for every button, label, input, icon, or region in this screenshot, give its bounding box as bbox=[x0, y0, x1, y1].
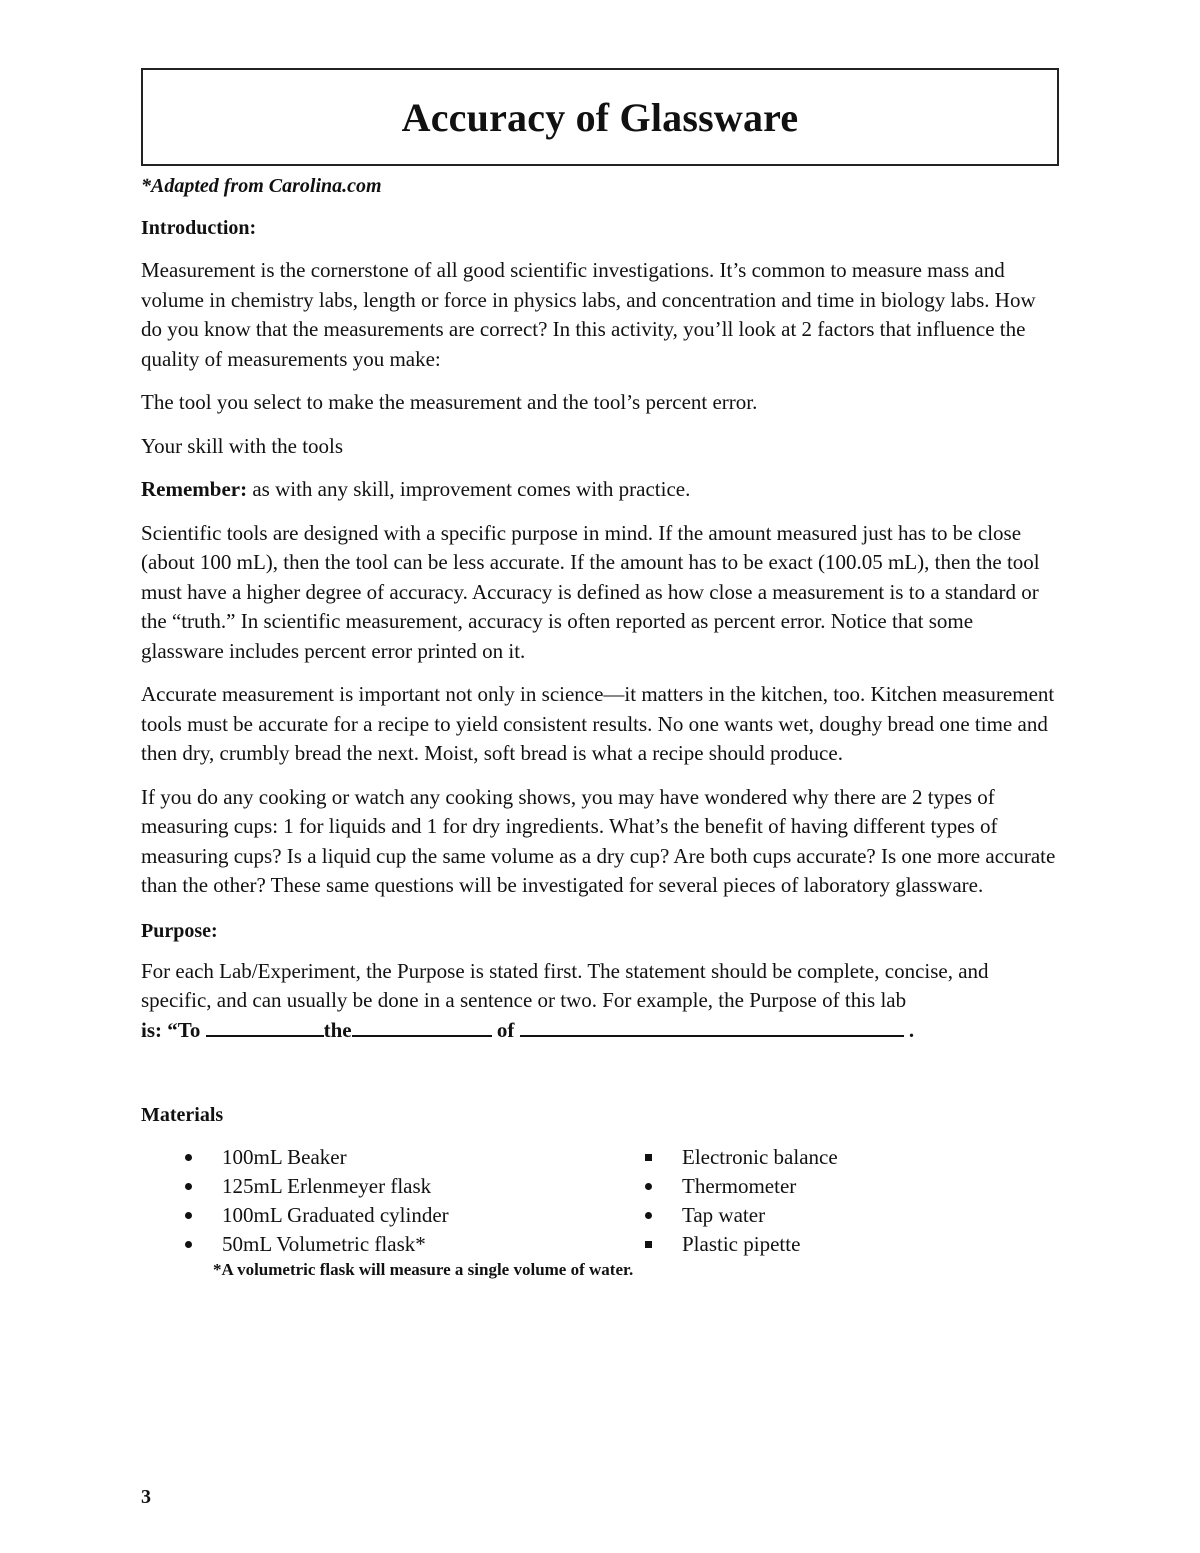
bullet-icon bbox=[185, 1241, 192, 1248]
purpose-heading: Purpose: bbox=[141, 919, 218, 942]
purpose-fill-end: . bbox=[908, 1017, 915, 1042]
material-label: Plastic pipette bbox=[682, 1232, 801, 1256]
document-page bbox=[141, 68, 1059, 1281]
material-label: Electronic balance bbox=[682, 1145, 838, 1169]
material-label: 125mL Erlenmeyer flask bbox=[222, 1174, 432, 1198]
materials-left-column bbox=[185, 1143, 645, 1259]
square-bullet-icon bbox=[645, 1241, 652, 1248]
intro-factor-2: Your skill with the tools bbox=[141, 433, 344, 458]
purpose-blank-subject[interactable] bbox=[520, 1017, 904, 1037]
purpose-paragraph: For each Lab/Experiment, the Purpose is stated first. The statement should be complete, concise, and specific, and can usually be done in a sentence or two. For example, the Purpose of this lab bbox=[141, 958, 989, 1012]
bullet-icon bbox=[645, 1183, 652, 1190]
remember-label: Remember: bbox=[141, 477, 248, 501]
material-label: 100mL Graduated cylinder bbox=[222, 1203, 449, 1227]
measuring-cups-paragraph: If you do any cooking or watch any cooking shows, you may have wondered why there are 2 types of measuring cups: 1 for liquids and 1 for dry ingredients. What’s the benefit of having different types of measuring cups? Is a liquid cup the same volume as a dry cup? Are both cups accurate? Is one more accurate than the other? These same questions will be investigated for several pieces of laboratory glassware. bbox=[141, 784, 1056, 897]
material-label: 50mL Volumetric flask* bbox=[222, 1232, 426, 1256]
list-item bbox=[645, 1172, 838, 1201]
materials-footnote: *A volumetric flask will measure a single volume of water. bbox=[213, 1260, 634, 1279]
material-label: Thermometer bbox=[682, 1174, 797, 1198]
bullet-icon bbox=[185, 1212, 192, 1219]
material-label: Tap water bbox=[682, 1203, 766, 1227]
bullet-icon bbox=[645, 1212, 652, 1219]
title-box bbox=[141, 68, 1059, 166]
materials-right-column bbox=[645, 1143, 838, 1259]
list-item bbox=[185, 1201, 645, 1230]
purpose-blank-object[interactable] bbox=[352, 1017, 492, 1037]
bullet-icon bbox=[185, 1183, 192, 1190]
material-label: 100mL Beaker bbox=[222, 1145, 347, 1169]
purpose-fill-the: the bbox=[323, 1017, 352, 1042]
list-item bbox=[645, 1201, 838, 1230]
list-item bbox=[185, 1143, 645, 1172]
purpose-blank-verb[interactable] bbox=[206, 1017, 324, 1037]
introduction-heading: Introduction: bbox=[141, 217, 257, 239]
list-item bbox=[185, 1230, 645, 1259]
accuracy-paragraph: Scientific tools are designed with a specific purpose in mind. If the amount measured just has to be close (about 100 mL), then the tool can be less accurate. If the amount has to be exact (100.05 mL), then the tool must have a higher degree of accuracy. Accuracy is defined as how close a measurement is to a standard or the “truth.” In scientific measurement, accuracy is often reported as percent error. Notice that some glassware includes percent error printed on it. bbox=[141, 520, 1040, 663]
remember-note bbox=[141, 475, 1059, 505]
materials-list bbox=[141, 1143, 1059, 1259]
intro-factor-1: The tool you select to make the measurement and the tool’s percent error. bbox=[141, 390, 758, 414]
purpose-fill-in-line bbox=[141, 1016, 1059, 1046]
purpose-fill-prefix: is: “To bbox=[141, 1017, 201, 1042]
kitchen-paragraph: Accurate measurement is important not only in science—it matters in the kitchen, too. Kitchen measurement tools must be accurate for a recipe to yield consistent results. No one wants wet, doughy bread one time and then dry, crumbly bread the next. Moist, soft bread is what a recipe should produce. bbox=[141, 682, 1055, 765]
bullet-icon bbox=[185, 1154, 192, 1161]
source-credit: *Adapted from Carolina.com bbox=[141, 175, 382, 197]
remember-text: as with any skill, improvement comes with practice. bbox=[247, 477, 691, 501]
purpose-fill-of: of bbox=[496, 1017, 515, 1042]
list-item bbox=[645, 1143, 838, 1172]
list-item bbox=[185, 1172, 645, 1201]
square-bullet-icon bbox=[645, 1154, 652, 1161]
materials-heading: Materials bbox=[141, 1104, 224, 1126]
intro-paragraph-1: Measurement is the cornerstone of all good scientific investigations. It’s common to measure mass and volume in chemistry labs, length or force in physics labs, and concentration and time in biology labs. How do you know that the measurements are correct? In this activity, you’ll look at 2 factors that influence the quality of measurements you make: bbox=[141, 258, 1036, 371]
list-item bbox=[645, 1230, 838, 1259]
page-title: Accuracy of Glassware bbox=[401, 94, 799, 140]
page-number: 3 bbox=[141, 1486, 151, 1508]
